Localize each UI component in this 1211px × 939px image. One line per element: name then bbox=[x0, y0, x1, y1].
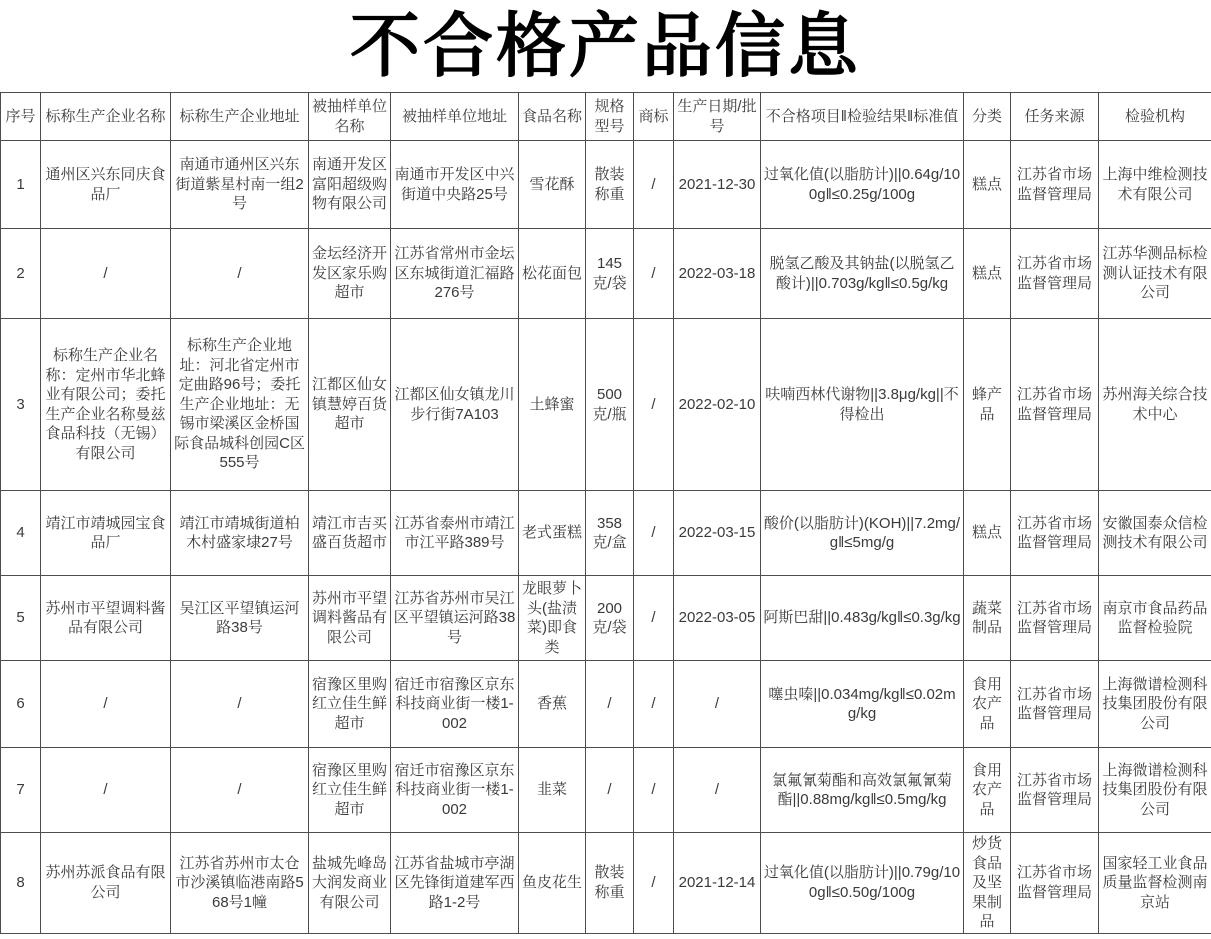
table-cell: / bbox=[634, 319, 674, 491]
table-cell: 散装称重 bbox=[586, 833, 634, 934]
table-cell: 江苏省泰州市靖江市江平路389号 bbox=[391, 491, 519, 576]
column-header: 序号 bbox=[1, 93, 41, 141]
table-cell: 2 bbox=[1, 229, 41, 319]
table-cell: 老式蛋糕 bbox=[519, 491, 586, 576]
table-cell: / bbox=[634, 141, 674, 229]
column-header: 分类 bbox=[964, 93, 1011, 141]
table-cell: 金坛经济开发区家乐购超市 bbox=[309, 229, 391, 319]
table-cell: 江苏省盐城市亭湖区先锋街道建军西路1-2号 bbox=[391, 833, 519, 934]
table-cell: 2022-03-18 bbox=[674, 229, 761, 319]
table-cell: 145克/袋 bbox=[586, 229, 634, 319]
table-cell: 食用农产品 bbox=[964, 661, 1011, 748]
table-cell: 江苏省市场监督管理局 bbox=[1011, 141, 1099, 229]
title-bar bbox=[0, 0, 1211, 92]
table-cell: / bbox=[586, 661, 634, 748]
table-cell: 糕点 bbox=[964, 229, 1011, 319]
table-cell: 呋喃西林代谢物||3.8μg/kg||不得检出 bbox=[761, 319, 964, 491]
table-cell: 江苏省市场监督管理局 bbox=[1011, 319, 1099, 491]
table-cell: / bbox=[634, 229, 674, 319]
table-cell: / bbox=[171, 661, 309, 748]
table-cell: 苏州海关综合技术中心 bbox=[1099, 319, 1211, 491]
table-cell: 江苏省苏州市太仓市沙溪镇临港南路568号1幢 bbox=[171, 833, 309, 934]
table-cell: 过氧化值(以脂肪计)||0.64g/100g‖≤0.25g/100g bbox=[761, 141, 964, 229]
table-cell: 4 bbox=[1, 491, 41, 576]
table-cell: 5 bbox=[1, 576, 41, 661]
table-cell: 过氧化值(以脂肪计)||0.79g/100g‖≤0.50g/100g bbox=[761, 833, 964, 934]
table-cell: 江苏省市场监督管理局 bbox=[1011, 576, 1099, 661]
table-cell: 江苏省市场监督管理局 bbox=[1011, 748, 1099, 833]
column-header: 商标 bbox=[634, 93, 674, 141]
table-cell: 江苏省苏州市吴江区平望镇运河路38号 bbox=[391, 576, 519, 661]
table-row bbox=[1, 229, 1211, 319]
table-cell: / bbox=[634, 833, 674, 934]
table-cell: 噻虫嗪||0.034mg/kg‖≤0.02mg/kg bbox=[761, 661, 964, 748]
table-row bbox=[1, 833, 1211, 934]
table-cell: 盐城先峰岛大润发商业有限公司 bbox=[309, 833, 391, 934]
table-cell: 上海微谱检测科技集团股份有限公司 bbox=[1099, 748, 1211, 833]
table-cell: 吴江区平望镇运河路38号 bbox=[171, 576, 309, 661]
column-header: 检验机构 bbox=[1099, 93, 1211, 141]
column-header: 被抽样单位名称 bbox=[309, 93, 391, 141]
table-cell: 国家轻工业食品质量监督检测南京站 bbox=[1099, 833, 1211, 934]
table-cell: 酸价(以脂肪计)(KOH)||7.2mg/g‖≤5mg/g bbox=[761, 491, 964, 576]
table-cell: 苏州市平望调料酱品有限公司 bbox=[41, 576, 171, 661]
table-cell: / bbox=[634, 576, 674, 661]
column-header: 规格型号 bbox=[586, 93, 634, 141]
table-cell: 江都区仙女镇龙川步行街7A103 bbox=[391, 319, 519, 491]
column-header: 标称生产企业名称 bbox=[41, 93, 171, 141]
table-cell: 蔬菜制品 bbox=[964, 576, 1011, 661]
table-cell: 阿斯巴甜||0.483g/kg‖≤0.3g/kg bbox=[761, 576, 964, 661]
table-cell: 江苏省市场监督管理局 bbox=[1011, 491, 1099, 576]
table-header bbox=[1, 93, 1211, 141]
table-cell: 江苏省常州市金坛区东城街道汇福路276号 bbox=[391, 229, 519, 319]
table-cell: / bbox=[171, 748, 309, 833]
table-row bbox=[1, 319, 1211, 491]
page-title: 不合格产品信息 bbox=[350, 7, 861, 85]
table-cell: / bbox=[674, 661, 761, 748]
table-cell: 土蜂蜜 bbox=[519, 319, 586, 491]
table-cell: 苏州市平望调料酱品有限公司 bbox=[309, 576, 391, 661]
table-row bbox=[1, 576, 1211, 661]
table-cell: 标称生产企业地址：河北省定州市定曲路96号；委托生产企业地址：无锡市梁溪区金桥国际食品城科创园C区555号 bbox=[171, 319, 309, 491]
table-cell: 宿豫区里购红立佳生鲜超市 bbox=[309, 748, 391, 833]
column-header: 标称生产企业地址 bbox=[171, 93, 309, 141]
table-cell: 6 bbox=[1, 661, 41, 748]
table-cell: 靖江市靖城园宝食品厂 bbox=[41, 491, 171, 576]
table-cell: 江都区仙女镇慧婷百货超市 bbox=[309, 319, 391, 491]
table-cell: 韭菜 bbox=[519, 748, 586, 833]
table-cell: 靖江市吉买盛百货超市 bbox=[309, 491, 391, 576]
table-cell: 南通市通州区兴东街道紫星村南一组2号 bbox=[171, 141, 309, 229]
table-cell: 宿迁市宿豫区京东科技商业街一楼1-002 bbox=[391, 748, 519, 833]
table-cell: / bbox=[634, 748, 674, 833]
table-cell: 标称生产企业名称：定州市华北蜂业有限公司；委托生产企业名称曼兹食品科技（无锡）有限公司 bbox=[41, 319, 171, 491]
table-cell: 500克/瓶 bbox=[586, 319, 634, 491]
table-cell: 2022-03-15 bbox=[674, 491, 761, 576]
column-header: 不合格项目‖检验结果‖标准值 bbox=[761, 93, 964, 141]
table-cell: 松花面包 bbox=[519, 229, 586, 319]
table-cell: 靖江市靖城街道柏木村盛家埭27号 bbox=[171, 491, 309, 576]
table-cell: 南京市食品药品监督检验院 bbox=[1099, 576, 1211, 661]
table-row bbox=[1, 491, 1211, 576]
table-cell: 江苏省市场监督管理局 bbox=[1011, 229, 1099, 319]
table-cell: 2021-12-14 bbox=[674, 833, 761, 934]
products-table bbox=[0, 92, 1211, 934]
table-cell: 江苏省市场监督管理局 bbox=[1011, 661, 1099, 748]
table-cell: 1 bbox=[1, 141, 41, 229]
table-cell: / bbox=[674, 748, 761, 833]
table-cell: 2021-12-30 bbox=[674, 141, 761, 229]
table-cell: 香蕉 bbox=[519, 661, 586, 748]
table-cell: 8 bbox=[1, 833, 41, 934]
table-cell: 3 bbox=[1, 319, 41, 491]
table-cell: / bbox=[171, 229, 309, 319]
column-header: 生产日期/批号 bbox=[674, 93, 761, 141]
table-cell: 宿豫区里购红立佳生鲜超市 bbox=[309, 661, 391, 748]
table-cell: 脱氢乙酸及其钠盐(以脱氢乙酸计)||0.703g/kg‖≤0.5g/kg bbox=[761, 229, 964, 319]
table-cell: 358克/盒 bbox=[586, 491, 634, 576]
table-cell: 龙眼萝卜头(盐渍菜)即食类 bbox=[519, 576, 586, 661]
table-cell: 7 bbox=[1, 748, 41, 833]
table-row bbox=[1, 748, 1211, 833]
table-cell: / bbox=[586, 748, 634, 833]
table-cell: 糕点 bbox=[964, 491, 1011, 576]
table-cell: 通州区兴东同庆食品厂 bbox=[41, 141, 171, 229]
table-cell: 2022-03-05 bbox=[674, 576, 761, 661]
table-row bbox=[1, 141, 1211, 229]
table-cell: 江苏华测品标检测认证技术有限公司 bbox=[1099, 229, 1211, 319]
table-cell: 苏州苏派食品有限公司 bbox=[41, 833, 171, 934]
table-cell: 南通市开发区中兴街道中央路25号 bbox=[391, 141, 519, 229]
table-cell: 散装称重 bbox=[586, 141, 634, 229]
table-cell: 氯氟氰菊酯和高效氯氟氰菊酯||0.88mg/kg‖≤0.5mg/kg bbox=[761, 748, 964, 833]
table-cell: 鱼皮花生 bbox=[519, 833, 586, 934]
table-cell: 南通开发区富阳超级购物有限公司 bbox=[309, 141, 391, 229]
table-cell: 2022-02-10 bbox=[674, 319, 761, 491]
table-cell: / bbox=[41, 661, 171, 748]
table-row bbox=[1, 661, 1211, 748]
table-cell: 上海中维检测技术有限公司 bbox=[1099, 141, 1211, 229]
table-body bbox=[1, 141, 1211, 934]
table-cell: 炒货食品及坚果制品 bbox=[964, 833, 1011, 934]
table-cell: / bbox=[634, 491, 674, 576]
table-cell: 糕点 bbox=[964, 141, 1011, 229]
column-header: 食品名称 bbox=[519, 93, 586, 141]
table-cell: 200克/袋 bbox=[586, 576, 634, 661]
table-cell: 安徽国泰众信检测技术有限公司 bbox=[1099, 491, 1211, 576]
header-row bbox=[1, 93, 1211, 141]
table-cell: / bbox=[634, 661, 674, 748]
column-header: 被抽样单位地址 bbox=[391, 93, 519, 141]
table-cell: 蜂产品 bbox=[964, 319, 1011, 491]
table-cell: 食用农产品 bbox=[964, 748, 1011, 833]
column-header: 任务来源 bbox=[1011, 93, 1099, 141]
table-cell: 江苏省市场监督管理局 bbox=[1011, 833, 1099, 934]
table-cell: / bbox=[41, 229, 171, 319]
table-cell: 宿迁市宿豫区京东科技商业街一楼1-002 bbox=[391, 661, 519, 748]
table-cell: 雪花酥 bbox=[519, 141, 586, 229]
table-cell: / bbox=[41, 748, 171, 833]
table-cell: 上海微谱检测科技集团股份有限公司 bbox=[1099, 661, 1211, 748]
